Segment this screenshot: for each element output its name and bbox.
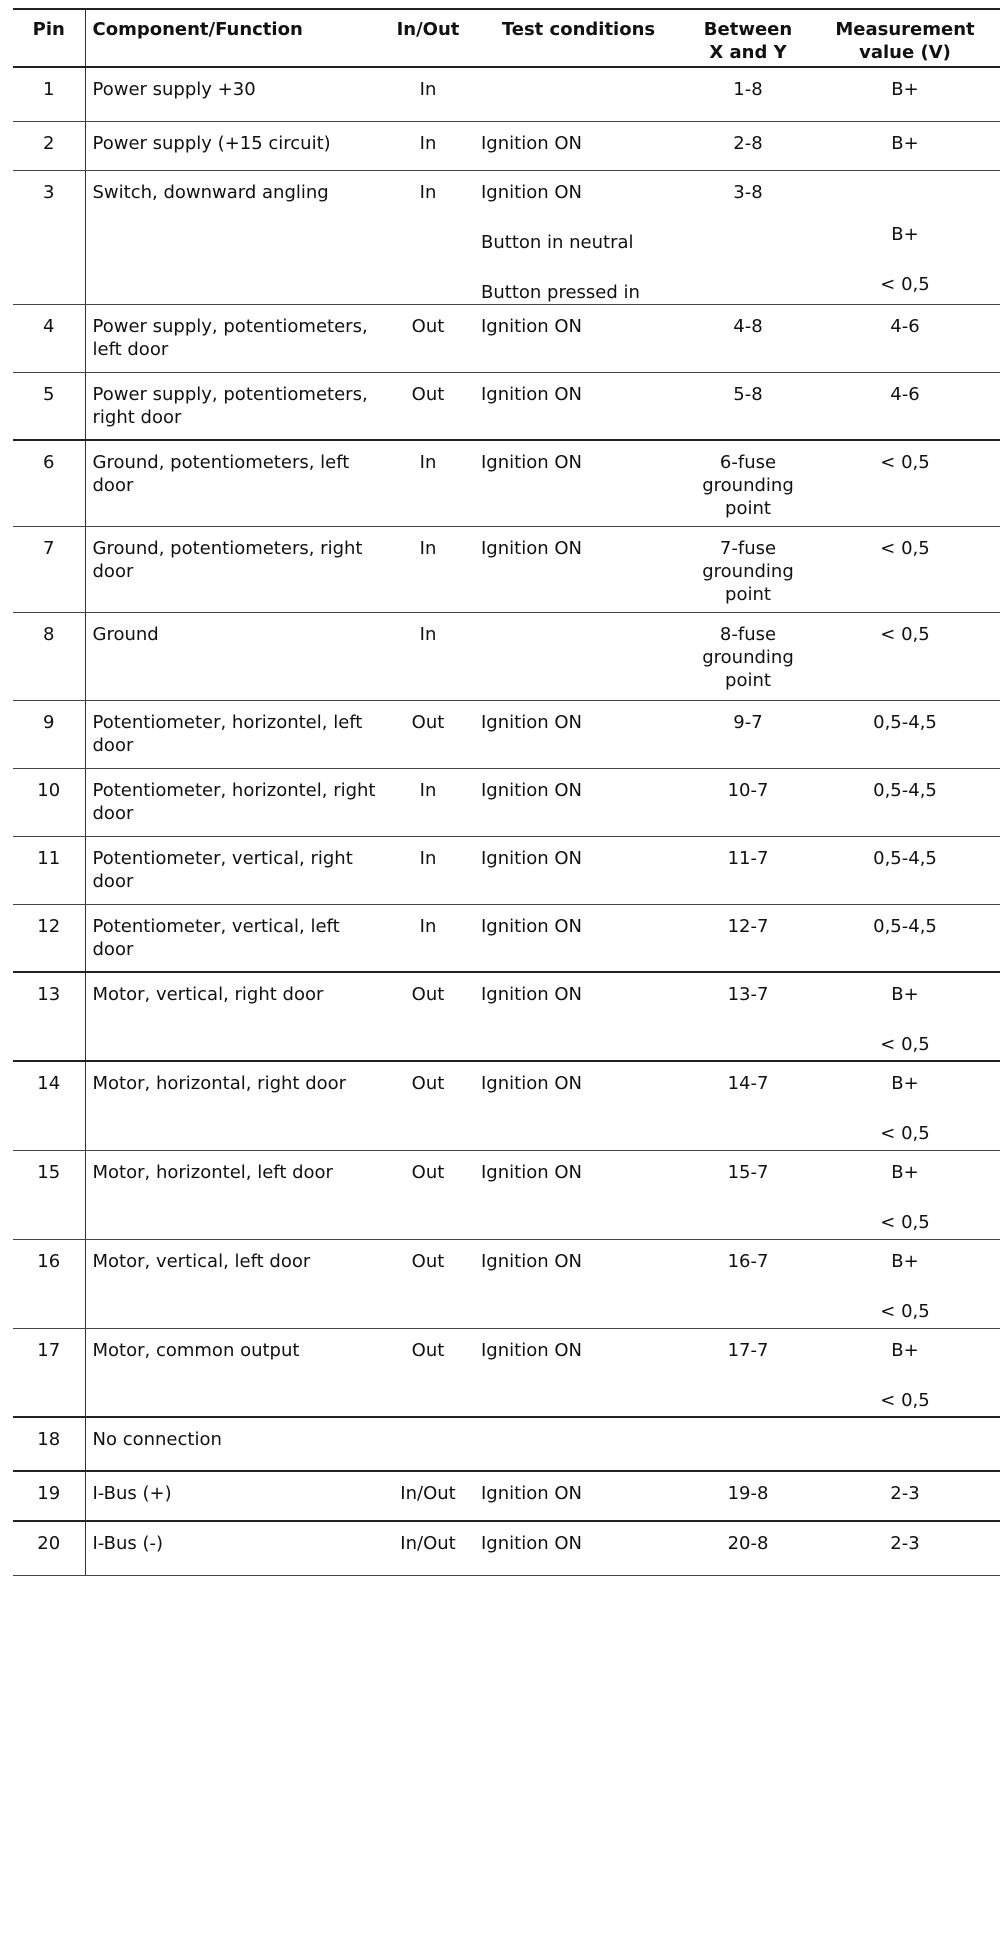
component-text: Motor, common output	[92, 1339, 300, 1361]
component-text: door	[92, 560, 134, 582]
component-text: right door	[92, 406, 182, 428]
inout-cell	[385, 1328, 471, 1417]
pin-number: 8	[43, 623, 55, 645]
header-measurement	[810, 9, 1000, 67]
inout-text: Out	[411, 1250, 445, 1272]
measurement-value-text: < 0,5	[880, 1211, 930, 1233]
pin-number: 14	[37, 1073, 61, 1094]
pin-cell	[13, 972, 85, 1061]
inout-text: In	[419, 452, 437, 473]
between-xy-text: 2-8	[733, 132, 763, 154]
table-row	[13, 700, 1000, 768]
measurement-value-cell	[810, 121, 1000, 170]
between-xy-cell	[686, 1328, 810, 1417]
component-text: Motor, horizontel, left door	[92, 1161, 333, 1183]
measurement-value-text: < 0,5	[880, 1389, 930, 1411]
component-cell	[85, 836, 385, 904]
pin-cell	[13, 67, 85, 121]
component-cell	[85, 121, 385, 170]
between-xy-cell	[686, 700, 810, 768]
inout-cell	[385, 526, 471, 612]
component-cell	[85, 372, 385, 440]
component-cell	[85, 1061, 385, 1150]
test-condition-text: Button pressed in	[481, 281, 640, 303]
table-header-row	[13, 9, 1000, 67]
test-conditions-cell	[471, 526, 686, 612]
component-text: I-Bus (-)	[92, 1533, 164, 1554]
component-text: door	[92, 475, 134, 496]
test-condition-text: Ignition ON	[481, 315, 582, 337]
measurement-value-text: < 0,5	[880, 1034, 930, 1055]
measurement-value-text: B+	[891, 223, 919, 245]
measurement-value-cell	[810, 700, 1000, 768]
pin-cell	[13, 1417, 85, 1471]
table-row	[13, 972, 1000, 1061]
between-xy-cell	[686, 612, 810, 700]
test-condition-text: Ignition ON	[481, 711, 582, 733]
pin-number: 5	[43, 383, 55, 405]
between-xy-cell	[686, 121, 810, 170]
test-conditions-cell	[471, 1239, 686, 1328]
measurement-value-cell	[810, 1150, 1000, 1239]
inout-cell	[385, 1239, 471, 1328]
inout-text: Out	[411, 383, 445, 405]
component-cell	[85, 1521, 385, 1575]
measurement-value-cell	[810, 972, 1000, 1061]
pin-cell	[13, 1150, 85, 1239]
measurement-value-cell	[810, 304, 1000, 372]
test-conditions-cell	[471, 170, 686, 304]
measurement-value-text: < 0,5	[880, 1300, 930, 1322]
inout-text: In	[419, 79, 437, 100]
pin-number: 18	[37, 1429, 61, 1450]
pin-number: 15	[37, 1161, 61, 1183]
test-conditions-cell	[471, 304, 686, 372]
between-xy-cell	[686, 526, 810, 612]
test-conditions-cell	[471, 700, 686, 768]
measurement-value-text: < 0,5	[880, 452, 930, 473]
test-condition-text: Ignition ON	[481, 779, 582, 801]
between-xy-text: point	[725, 498, 771, 519]
table-row	[13, 1239, 1000, 1328]
measurement-value-cell	[810, 67, 1000, 121]
pin-number: 13	[37, 984, 61, 1005]
between-xy-text: 19-8	[727, 1483, 769, 1504]
between-xy-cell	[686, 170, 810, 304]
test-conditions-cell	[471, 67, 686, 121]
pin-cell	[13, 1239, 85, 1328]
inout-cell	[385, 1521, 471, 1575]
test-conditions-cell	[471, 1150, 686, 1239]
measurement-value-text: < 0,5	[880, 623, 930, 645]
test-condition-text: Button in neutral	[481, 231, 634, 253]
table-row	[13, 1150, 1000, 1239]
pin-cell	[13, 121, 85, 170]
test-condition-text: Ignition ON	[481, 1250, 582, 1272]
between-xy-text: 9-7	[733, 711, 763, 733]
pin-cell	[13, 440, 85, 526]
pin-number: 3	[43, 181, 55, 203]
measurement-value-text: 0,5-4,5	[873, 915, 937, 937]
pin-number: 2	[43, 132, 55, 154]
measurement-value-cell	[810, 1328, 1000, 1417]
measurement-value-text: 4-6	[890, 315, 920, 337]
pin-number: 10	[37, 779, 61, 801]
measurement-value-cell	[810, 526, 1000, 612]
measurement-value-text: B+	[891, 1073, 919, 1094]
measurement-value-text: 0,5-4,5	[873, 711, 937, 733]
inout-cell	[385, 440, 471, 526]
table-row	[13, 440, 1000, 526]
test-condition-text: Ignition ON	[481, 383, 582, 405]
component-cell	[85, 170, 385, 304]
between-xy-text: 11-7	[727, 847, 769, 869]
between-xy-text: 6-fuse	[719, 452, 777, 473]
between-xy-text: grounding	[702, 560, 794, 582]
pin-cell	[13, 700, 85, 768]
component-text: door	[92, 802, 134, 824]
header-measurement-line1: Measurement	[835, 19, 975, 40]
component-text: Ground, potentiometers, right	[92, 537, 363, 559]
test-conditions-cell	[471, 440, 686, 526]
header-measurement-line2: value (V)	[859, 42, 951, 63]
between-xy-text: 16-7	[727, 1250, 769, 1272]
component-cell	[85, 1150, 385, 1239]
pin-cell	[13, 612, 85, 700]
test-condition-text: Ignition ON	[481, 915, 582, 937]
between-xy-cell	[686, 1239, 810, 1328]
component-cell	[85, 1471, 385, 1521]
between-xy-cell	[686, 768, 810, 836]
inout-cell	[385, 1061, 471, 1150]
pin-cell	[13, 768, 85, 836]
test-conditions-cell	[471, 612, 686, 700]
pin-cell	[13, 1328, 85, 1417]
measurement-value-text: < 0,5	[880, 273, 930, 295]
component-cell	[85, 700, 385, 768]
measurement-value-text: < 0,5	[880, 1123, 930, 1144]
test-condition-text: Ignition ON	[481, 1073, 582, 1094]
between-xy-cell	[686, 1061, 810, 1150]
component-text: Power supply, potentiometers,	[92, 315, 368, 337]
test-condition-text: Ignition ON	[481, 537, 582, 559]
table-row	[13, 526, 1000, 612]
component-cell	[85, 304, 385, 372]
test-conditions-cell	[471, 372, 686, 440]
between-xy-text: 5-8	[733, 383, 763, 405]
inout-text: In/Out	[400, 1533, 456, 1554]
header-pin: Pin	[13, 9, 85, 67]
inout-cell	[385, 904, 471, 972]
component-cell	[85, 1417, 1000, 1471]
pin-cell	[13, 1521, 85, 1575]
measurement-value-cell	[810, 372, 1000, 440]
inout-text: In	[419, 779, 437, 801]
pin-number: 19	[37, 1483, 61, 1504]
between-xy-text: 12-7	[727, 915, 769, 937]
measurement-value-text: 2-3	[890, 1483, 920, 1504]
component-text: Motor, vertical, left door	[92, 1250, 311, 1272]
measurement-value-text: B+	[891, 984, 919, 1005]
pin-number: 1	[43, 79, 55, 100]
inout-cell	[385, 612, 471, 700]
pin-number: 12	[37, 915, 61, 937]
component-cell	[85, 904, 385, 972]
between-xy-text: 10-7	[727, 779, 769, 801]
pin-number: 9	[43, 711, 55, 733]
between-xy-text: 15-7	[727, 1161, 769, 1183]
between-xy-text: 1-8	[733, 79, 763, 100]
pin-number: 17	[37, 1339, 61, 1361]
between-xy-cell	[686, 1471, 810, 1521]
table-body	[13, 67, 1000, 1575]
component-text: door	[92, 870, 134, 892]
pin-number: 20	[37, 1533, 61, 1554]
between-xy-cell	[686, 836, 810, 904]
pin-number: 6	[43, 452, 55, 473]
between-xy-cell	[686, 1521, 810, 1575]
component-text: Power supply (+15 circuit)	[92, 132, 331, 154]
pin-number: 7	[43, 537, 55, 559]
inout-cell	[385, 836, 471, 904]
between-xy-text: 20-8	[727, 1533, 769, 1554]
inout-cell	[385, 1471, 471, 1521]
header-between-xy-line1: Between	[703, 19, 793, 40]
inout-cell	[385, 67, 471, 121]
test-condition-text: Ignition ON	[481, 1483, 582, 1504]
test-conditions-cell	[471, 836, 686, 904]
component-text: Power supply, potentiometers,	[92, 383, 368, 405]
between-xy-text: point	[725, 583, 771, 605]
table-row	[13, 170, 1000, 304]
inout-text: In	[419, 181, 437, 203]
test-condition-text: Ignition ON	[481, 984, 582, 1005]
test-conditions-cell	[471, 1521, 686, 1575]
component-text: No connection	[92, 1429, 222, 1450]
table-row	[13, 121, 1000, 170]
component-cell	[85, 972, 385, 1061]
component-text: Potentiometer, horizontel, left	[92, 711, 363, 733]
table-row	[13, 612, 1000, 700]
test-condition-text: Ignition ON	[481, 132, 582, 154]
between-xy-text: 17-7	[727, 1339, 769, 1361]
inout-text: Out	[411, 1073, 445, 1094]
test-condition-text: Ignition ON	[481, 1161, 582, 1183]
measurement-value-cell	[810, 904, 1000, 972]
measurement-value-text: 4-6	[890, 383, 920, 405]
measurement-value-cell	[810, 1471, 1000, 1521]
measurement-value-cell	[810, 1061, 1000, 1150]
inout-cell	[385, 121, 471, 170]
between-xy-text: 4-8	[733, 315, 763, 337]
measurement-value-text: B+	[891, 1161, 919, 1183]
table-row	[13, 1417, 1000, 1471]
table-row	[13, 768, 1000, 836]
measurement-value-cell	[810, 768, 1000, 836]
between-xy-text: 7-fuse	[719, 537, 777, 559]
between-xy-cell	[686, 440, 810, 526]
component-text: Potentiometer, vertical, left	[92, 915, 340, 937]
test-condition-text: Ignition ON	[481, 847, 582, 869]
measurement-value-text: B+	[891, 1339, 919, 1361]
pin-cell	[13, 372, 85, 440]
test-conditions-cell	[471, 904, 686, 972]
component-cell	[85, 612, 385, 700]
pin-cell	[13, 304, 85, 372]
component-cell	[85, 768, 385, 836]
measurement-value-text: B+	[891, 1250, 919, 1272]
component-text: Motor, horizontal, right door	[92, 1073, 347, 1094]
header-between-xy-line2: X and Y	[709, 42, 787, 63]
inout-text: Out	[411, 984, 445, 1005]
pin-cell	[13, 1471, 85, 1521]
component-cell	[85, 1328, 385, 1417]
table-row	[13, 1061, 1000, 1150]
test-condition-text: Ignition ON	[481, 452, 582, 473]
inout-cell	[385, 304, 471, 372]
between-xy-cell	[686, 304, 810, 372]
test-condition-text: Ignition ON	[481, 1339, 582, 1361]
header-between-xy	[686, 9, 810, 67]
header-component: Component/Function	[85, 9, 385, 67]
measurement-value-text: B+	[891, 132, 919, 154]
table-row	[13, 836, 1000, 904]
inout-text: Out	[411, 1161, 445, 1183]
component-text: left door	[92, 338, 169, 360]
component-text: door	[92, 938, 134, 960]
between-xy-text: point	[725, 669, 771, 691]
between-xy-cell	[686, 972, 810, 1061]
pin-cell	[13, 836, 85, 904]
test-conditions-cell	[471, 768, 686, 836]
component-cell	[85, 526, 385, 612]
component-text: Potentiometer, vertical, right	[92, 847, 353, 869]
table-row	[13, 1471, 1000, 1521]
inout-text: Out	[411, 315, 445, 337]
pin-cell	[13, 904, 85, 972]
pin-cell	[13, 526, 85, 612]
between-xy-text: 13-7	[727, 984, 769, 1005]
between-xy-text: grounding	[702, 475, 794, 496]
inout-text: Out	[411, 711, 445, 733]
test-condition-text: Ignition ON	[481, 181, 582, 203]
measurement-value-text: 0,5-4,5	[873, 779, 937, 801]
measurement-value-cell	[810, 1521, 1000, 1575]
test-conditions-cell	[471, 1328, 686, 1417]
component-text: Motor, vertical, right door	[92, 984, 324, 1005]
between-xy-text: grounding	[702, 646, 794, 668]
pin-number: 11	[37, 847, 61, 869]
measurement-value-text: B+	[891, 79, 919, 100]
between-xy-cell	[686, 904, 810, 972]
inout-cell	[385, 768, 471, 836]
inout-cell	[385, 170, 471, 304]
header-test-conditions: Test conditions	[471, 9, 686, 67]
component-text: door	[92, 734, 134, 756]
inout-cell	[385, 372, 471, 440]
between-xy-text: 3-8	[733, 181, 763, 203]
measurement-value-cell	[810, 440, 1000, 526]
component-text: Ground, potentiometers, left	[92, 452, 350, 473]
inout-cell	[385, 1150, 471, 1239]
component-cell	[85, 440, 385, 526]
measurement-value-cell	[810, 612, 1000, 700]
table-row	[13, 1521, 1000, 1575]
component-text: Switch, downward angling	[92, 181, 329, 203]
component-text: I-Bus (+)	[92, 1483, 172, 1504]
pin-number: 16	[37, 1250, 61, 1272]
test-conditions-cell	[471, 1471, 686, 1521]
table-row	[13, 67, 1000, 121]
between-xy-text: 8-fuse	[719, 623, 777, 645]
inout-cell	[385, 972, 471, 1061]
component-text: Power supply +30	[92, 79, 256, 100]
measurement-value-text: < 0,5	[880, 537, 930, 559]
between-xy-cell	[686, 1150, 810, 1239]
between-xy-cell	[686, 372, 810, 440]
test-condition-text: Ignition ON	[481, 1533, 582, 1554]
test-conditions-cell	[471, 972, 686, 1061]
table-row	[13, 372, 1000, 440]
inout-text: In	[419, 537, 437, 559]
header-inout: In/Out	[385, 9, 471, 67]
between-xy-cell	[686, 67, 810, 121]
pin-cell	[13, 1061, 85, 1150]
pin-number: 4	[43, 315, 55, 337]
table-row	[13, 904, 1000, 972]
test-conditions-cell	[471, 1061, 686, 1150]
component-text: Ground	[92, 623, 159, 645]
measurement-value-text: 0,5-4,5	[873, 847, 937, 869]
pin-cell	[13, 170, 85, 304]
component-text: Potentiometer, horizontel, right	[92, 779, 376, 801]
inout-text: Out	[411, 1339, 445, 1361]
between-xy-text: 14-7	[727, 1073, 769, 1094]
table-row	[13, 1328, 1000, 1417]
pin-table	[13, 8, 1000, 1576]
measurement-value-text: 2-3	[890, 1533, 920, 1554]
inout-text: In	[419, 915, 437, 937]
test-conditions-cell	[471, 121, 686, 170]
measurement-value-cell	[810, 170, 1000, 304]
inout-text: In/Out	[400, 1483, 456, 1504]
inout-text: In	[419, 623, 437, 645]
measurement-value-cell	[810, 836, 1000, 904]
inout-text: In	[419, 132, 437, 154]
component-cell	[85, 67, 385, 121]
component-cell	[85, 1239, 385, 1328]
inout-cell	[385, 700, 471, 768]
measurement-value-cell	[810, 1239, 1000, 1328]
table-row	[13, 304, 1000, 372]
inout-text: In	[419, 847, 437, 869]
